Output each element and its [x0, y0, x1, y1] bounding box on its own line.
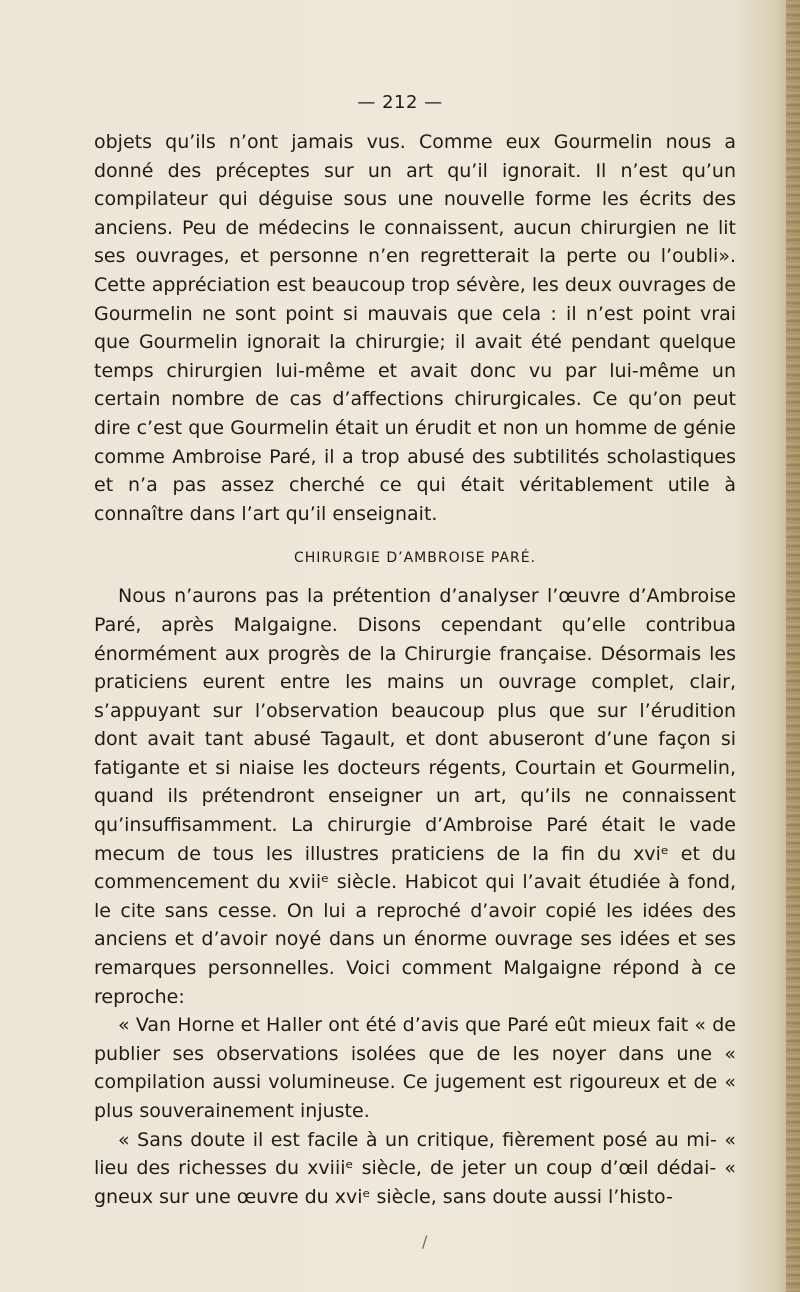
section-heading: CHIRURGIE D’AMBROISE PARÉ.: [293, 550, 537, 567]
malgaigne-quote: [94, 1011, 736, 1211]
page-edge: [786, 0, 800, 1292]
stray-mark: /: [422, 1232, 428, 1251]
body-text: [94, 128, 736, 1211]
quote-paragraph-1: « Van Horne et Haller ont été d’avis que Paré eût mieux fait « de publier ses observations isolées que de les noyer dans une « compilation aussi volumineuse. Ce jugement est rigoureux et de « plus souverainement injuste.: [94, 1014, 736, 1122]
paragraph-pare: Nous n’aurons pas la prétention d’analyser l’œuvre d’Ambroise Paré, après Malgaigne. Disons cependant qu’elle contribua énormément aux progrès de la Chirurgie française. Désormais les praticiens eurent entre les mains un ouvrage complet, clair, s’appuyant sur l’observation beaucoup plus que sur l’érudition dont avait tant abusé Tagault, et dont abuseront d’une façon si fatigante et si niaise les docteurs régents, Courtain et Gourmelin, quand ils prétendront enseigner un art, qu’ils ne connaissent qu’insuffisamment. La chirurgie d’Ambroise Paré était le vade mecum de tous les illustres praticiens de la fin du xviᵉ et du commencement du xviiᵉ siècle. Habicot qui l’avait étudiée à fond, le cite sans cesse. On lui a reproché d’avoir copié les idées des anciens et d’avoir noyé dans un énorme ouvrage ses idées et ses remarques personnelles. Voici comment Malgaigne répond à ce reproche:: [94, 585, 736, 1008]
quote-paragraph-2: « Sans doute il est facile à un critique, fièrement posé au mi- « lieu des richesses du xviiiᵉ siècle, de jeter un coup d’œil dédai- « gneux sur une œuvre du xviᵉ siècle, sans doute aussi l’histo-: [94, 1128, 736, 1208]
paragraph-gourmelin: objets qu’ils n’ont jamais vus. Comme eux Gourmelin nous a donné des préceptes sur un art qu’il ignorait. Il n’est qu’un compilateur qui déguise sous une nouvelle forme les écrits des anciens. Peu de médecins le connaissent, aucun chirurgien ne lit ses ouvrages, et personne n’en regretterait la perte ou l’oubli». Cette appréciation est beaucoup trop sévère, les deux ouvrages de Gourmelin ne sont point si mauvais que cela : il n’est point vrai que Gourmelin ignorait la chirurgie; il avait été pendant quelque temps chirurgien lui-même et avait donc vu par lui-même un certain nombre de cas d’affections chirurgicales. Ce qu’on peut dire c’est que Gourmelin était un érudit et non un homme de génie comme Ambroise Paré, il a trop abusé des subtilités scholastiques et n’a pas assez cherché ce qui était véritablement utile à connaître dans l’art qu’il enseignait.: [94, 131, 736, 525]
page-number: — 212 —: [357, 92, 443, 113]
